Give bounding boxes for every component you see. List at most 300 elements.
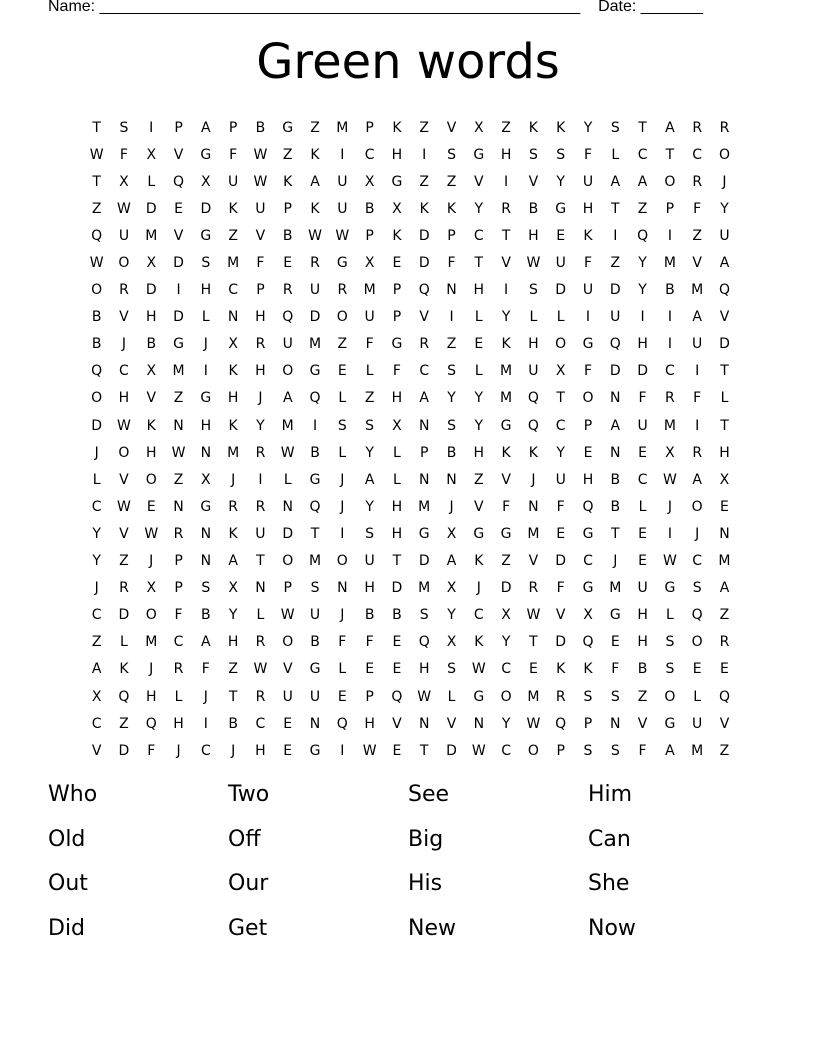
- grid-cell: E: [720, 498, 729, 515]
- grid-cell: A: [665, 119, 675, 136]
- grid-cell: U: [719, 227, 730, 244]
- grid-cell: S: [310, 580, 320, 597]
- grid-cell: R: [255, 688, 266, 705]
- grid-cell: F: [392, 363, 401, 380]
- grid-cell: C: [200, 742, 211, 759]
- grid-cell: Z: [364, 390, 375, 407]
- grid-cell: Y: [474, 200, 484, 217]
- grid-cell: W: [662, 553, 677, 570]
- grid-cell: I: [667, 309, 672, 326]
- grid-cell: X: [228, 336, 238, 353]
- grid-cell: L: [120, 634, 128, 651]
- grid-cell: L: [693, 688, 702, 705]
- grid-cell: K: [228, 363, 238, 380]
- grid-cell: W: [471, 742, 486, 759]
- grid-cell: U: [282, 688, 293, 705]
- grid-cell: H: [227, 390, 239, 407]
- grid-cell: O: [282, 634, 294, 651]
- grid-cell: H: [637, 607, 648, 624]
- grid-cell: D: [118, 607, 130, 624]
- grid-cell: S: [665, 634, 675, 651]
- grid-cell: Z: [419, 173, 429, 190]
- grid-cell: K: [392, 227, 402, 244]
- grid-cell: Y: [365, 498, 374, 515]
- grid-cell: C: [501, 742, 511, 759]
- grid-cell: F: [338, 634, 347, 651]
- grid-cell: X: [119, 173, 129, 190]
- grid-cell: S: [692, 580, 702, 597]
- grid-cell: I: [504, 282, 509, 299]
- grid-cell: G: [309, 471, 321, 488]
- grid-cell: I: [667, 525, 672, 542]
- grid-cell: T: [228, 688, 238, 705]
- grid-cell: M: [227, 255, 240, 272]
- grid-cell: R: [692, 444, 703, 461]
- grid-cell: M: [172, 363, 185, 380]
- grid-cell: X: [446, 525, 457, 542]
- grid-cell: M: [145, 634, 158, 651]
- grid-cell: B: [637, 661, 648, 678]
- grid-cell: V: [173, 146, 184, 163]
- grid-cell: P: [365, 688, 374, 705]
- date-label: Date: _______: [598, 0, 704, 15]
- grid-cell: D: [637, 363, 648, 380]
- grid-cell: Q: [609, 336, 621, 353]
- grid-cell: J: [94, 444, 99, 461]
- grid-cell: T: [638, 119, 647, 136]
- grid-cell: W: [335, 227, 350, 244]
- grid-cell: M: [527, 688, 540, 705]
- grid-cell: Q: [391, 688, 403, 705]
- grid-cell: P: [392, 282, 402, 299]
- grid-cell: J: [231, 742, 236, 759]
- grid-cell: E: [283, 255, 293, 272]
- grid-cell: K: [528, 119, 538, 136]
- grid-cell: Y: [365, 444, 374, 461]
- grid-cell: E: [610, 634, 620, 651]
- grid-cell: M: [527, 525, 540, 542]
- grid-cell: L: [338, 390, 347, 407]
- grid-cell: E: [692, 661, 702, 678]
- grid-cell: S: [201, 580, 211, 597]
- grid-cell: E: [638, 525, 648, 542]
- grid-cell: U: [555, 255, 566, 272]
- grid-cell: F: [147, 742, 156, 759]
- grid-cell: O: [282, 363, 294, 380]
- grid-cell: L: [529, 309, 538, 326]
- grid-cell: G: [473, 525, 485, 542]
- grid-cell: Y: [256, 417, 265, 434]
- grid-cell: E: [392, 661, 402, 678]
- grid-cell: N: [418, 715, 430, 732]
- grid-cell: Z: [310, 119, 320, 136]
- grid-cell: S: [528, 146, 538, 163]
- grid-cell: Y: [447, 607, 456, 624]
- grid-cell: Z: [419, 119, 429, 136]
- grid-cell: F: [174, 607, 183, 624]
- grid-cell: Q: [173, 173, 185, 190]
- grid-cell: K: [474, 634, 484, 651]
- grid-cell: Y: [474, 390, 484, 407]
- grid-cell: Z: [119, 553, 129, 570]
- grid-cell: F: [556, 498, 565, 515]
- grid-cell: G: [473, 688, 485, 705]
- grid-cell: G: [582, 336, 594, 353]
- grid-cell: O: [582, 390, 594, 407]
- grid-cell: U: [118, 227, 130, 244]
- grid-cell: G: [309, 661, 321, 678]
- grid-cell: G: [609, 607, 621, 624]
- grid-cell: S: [447, 661, 456, 678]
- grid-cell: Q: [145, 715, 157, 732]
- grid-cell: T: [92, 173, 101, 190]
- grid-cell: Y: [501, 309, 511, 326]
- grid-cell: M: [663, 255, 676, 272]
- grid-cell: L: [365, 363, 374, 380]
- grid-cell: S: [610, 119, 620, 136]
- grid-cell: B: [392, 607, 402, 624]
- grid-cell: B: [364, 200, 375, 217]
- grid-cell: M: [609, 580, 622, 597]
- grid-cell: X: [446, 580, 457, 597]
- word-list-item: Off: [228, 826, 261, 852]
- grid-cell: N: [446, 471, 457, 488]
- grid-cell: C: [91, 715, 102, 732]
- grid-cell: K: [528, 444, 538, 461]
- grid-cell: G: [664, 715, 676, 732]
- grid-cell: I: [640, 309, 645, 326]
- grid-cell: H: [528, 227, 539, 244]
- grid-cell: R: [528, 580, 539, 597]
- grid-cell: X: [201, 471, 211, 488]
- grid-cell: B: [610, 498, 621, 515]
- grid-cell: A: [201, 634, 211, 651]
- grid-cell: P: [174, 553, 183, 570]
- grid-cell: V: [119, 471, 129, 488]
- grid-cell: D: [609, 363, 621, 380]
- grid-cell: K: [228, 417, 238, 434]
- grid-cell: J: [149, 661, 154, 678]
- grid-cell: I: [340, 742, 345, 759]
- grid-cell: L: [147, 173, 156, 190]
- grid-cell: Z: [501, 119, 511, 136]
- grid-cell: H: [582, 471, 594, 488]
- grid-cell: I: [613, 227, 618, 244]
- grid-cell: N: [719, 525, 730, 542]
- word-list-item: Two: [228, 782, 270, 807]
- word-list: [48, 775, 768, 953]
- grid-cell: P: [283, 580, 292, 597]
- grid-cell: E: [283, 715, 293, 732]
- grid-cell: V: [474, 173, 484, 190]
- word-list-item: Him: [588, 782, 633, 807]
- grid-cell: U: [692, 336, 703, 353]
- word-list-item: Get: [228, 915, 268, 941]
- grid-cell: A: [692, 309, 702, 326]
- grid-cell: O: [145, 607, 157, 624]
- grid-cell: R: [228, 498, 238, 515]
- grid-cell: L: [338, 444, 347, 461]
- grid-cell: B: [282, 227, 293, 244]
- grid-cell: X: [364, 255, 375, 272]
- word-list-item: See: [408, 782, 450, 807]
- grid-cell: L: [201, 309, 210, 326]
- grid-cell: F: [365, 634, 374, 651]
- grid-cell: O: [555, 336, 567, 353]
- grid-cell: W: [280, 607, 295, 624]
- grid-cell: R: [692, 173, 703, 190]
- grid-cell: Z: [119, 715, 129, 732]
- grid-cell: Q: [309, 498, 321, 515]
- grid-cell: H: [637, 634, 648, 651]
- grid-cell: H: [391, 146, 403, 163]
- grid-cell: D: [418, 255, 430, 272]
- grid-cell: Y: [474, 417, 484, 434]
- grid-cell: G: [309, 742, 321, 759]
- word-list-item: Can: [588, 826, 631, 852]
- grid-cell: M: [336, 119, 349, 136]
- grid-cell: W: [362, 742, 377, 759]
- word-list-item: Now: [588, 915, 636, 941]
- word-list-item: She: [588, 871, 630, 896]
- grid-cell: W: [117, 200, 131, 217]
- grid-cell: Z: [446, 336, 457, 353]
- grid-cell: K: [474, 553, 484, 570]
- grid-cell: G: [391, 336, 403, 353]
- grid-cell: L: [638, 498, 647, 515]
- grid-cell: M: [500, 363, 513, 380]
- grid-cell: S: [583, 688, 593, 705]
- grid-cell: D: [446, 742, 457, 759]
- grid-cell: W: [144, 525, 159, 542]
- grid-cell: H: [391, 390, 403, 407]
- grid-cell: T: [720, 363, 729, 380]
- grid-cell: T: [529, 634, 538, 651]
- grid-cell: C: [637, 146, 648, 163]
- grid-cell: X: [392, 417, 402, 434]
- grid-cell: J: [449, 498, 454, 515]
- grid-cell: N: [446, 282, 457, 299]
- grid-cell: R: [665, 390, 675, 407]
- grid-cell: J: [695, 525, 700, 542]
- grid-cell: F: [583, 255, 593, 272]
- grid-cell: L: [393, 471, 401, 488]
- grid-cell: Q: [582, 498, 594, 515]
- name-label: Name: ______________________________________________________: [48, 0, 581, 15]
- grid-cell: Y: [501, 715, 511, 732]
- grid-cell: Q: [718, 688, 730, 705]
- grid-cell: E: [146, 498, 156, 515]
- grid-cell: J: [613, 553, 618, 570]
- grid-cell: K: [556, 119, 566, 136]
- grid-cell: H: [200, 282, 212, 299]
- grid-cell: P: [283, 200, 292, 217]
- grid-cell: Z: [91, 200, 102, 217]
- grid-cell: T: [474, 255, 484, 272]
- grid-cell: V: [501, 255, 511, 272]
- grid-cell: R: [692, 119, 703, 136]
- grid-cell: H: [255, 742, 266, 759]
- grid-cell: W: [526, 255, 541, 272]
- grid-cell: E: [392, 634, 402, 651]
- grid-cell: Z: [173, 471, 184, 488]
- grid-cell: Z: [719, 742, 730, 759]
- grid-cell: C: [255, 715, 266, 732]
- grid-cell: A: [665, 742, 675, 759]
- grid-cell: T: [611, 525, 620, 542]
- grid-cell: Q: [309, 390, 321, 407]
- grid-cell: I: [695, 363, 700, 380]
- grid-cell: H: [637, 336, 648, 353]
- grid-cell: T: [501, 227, 511, 244]
- grid-cell: E: [365, 661, 375, 678]
- grid-cell: V: [255, 227, 266, 244]
- grid-cell: X: [474, 119, 484, 136]
- grid-cell: M: [363, 282, 376, 299]
- grid-cell: F: [256, 255, 265, 272]
- grid-cell: G: [555, 200, 567, 217]
- grid-cell: N: [610, 715, 621, 732]
- grid-cell: B: [146, 336, 157, 353]
- grid-cell: H: [528, 336, 539, 353]
- grid-cell: S: [119, 119, 129, 136]
- grid-cell: G: [282, 119, 294, 136]
- grid-cell: C: [91, 607, 102, 624]
- grid-cell: K: [583, 661, 593, 678]
- grid-cell: E: [337, 688, 347, 705]
- grid-cell: M: [500, 390, 513, 407]
- grid-cell: D: [555, 634, 567, 651]
- grid-cell: B: [255, 119, 266, 136]
- grid-cell: N: [610, 444, 621, 461]
- grid-cell: D: [418, 553, 430, 570]
- grid-cell: W: [471, 661, 486, 678]
- grid-cell: D: [282, 525, 294, 542]
- grid-cell: N: [309, 715, 321, 732]
- grid-cell: X: [146, 146, 157, 163]
- grid-cell: I: [585, 309, 591, 326]
- grid-cell: V: [637, 715, 648, 732]
- grid-cell: R: [337, 282, 348, 299]
- grid-cell: O: [91, 390, 103, 407]
- grid-cell: H: [255, 309, 266, 326]
- grid-cell: N: [173, 417, 184, 434]
- grid-cell: H: [391, 525, 403, 542]
- word-list-item: Old: [48, 826, 86, 852]
- grid-cell: C: [637, 471, 648, 488]
- grid-cell: E: [474, 336, 484, 353]
- grid-cell: I: [258, 471, 263, 488]
- grid-cell: S: [365, 525, 375, 542]
- grid-cell: F: [365, 336, 374, 353]
- grid-cell: U: [255, 200, 266, 217]
- grid-cell: H: [473, 282, 485, 299]
- grid-cell: K: [146, 417, 156, 434]
- grid-cell: V: [692, 255, 702, 272]
- grid-cell: E: [283, 742, 293, 759]
- grid-cell: Y: [92, 553, 101, 570]
- grid-cell: T: [611, 200, 620, 217]
- grid-cell: B: [310, 444, 320, 461]
- grid-cell: Y: [638, 282, 647, 299]
- grid-cell: P: [174, 119, 183, 136]
- grid-cell: D: [418, 227, 430, 244]
- grid-cell: P: [256, 282, 265, 299]
- grid-cell: B: [91, 336, 102, 353]
- grid-cell: H: [391, 498, 403, 515]
- grid-cell: S: [365, 417, 375, 434]
- grid-cell: D: [173, 255, 184, 272]
- grid-cell: L: [92, 471, 101, 488]
- grid-cell: T: [256, 553, 265, 570]
- grid-cell: U: [364, 309, 375, 326]
- grid-cell: E: [556, 525, 566, 542]
- grid-cell: B: [310, 634, 320, 651]
- grid-cell: S: [528, 282, 538, 299]
- grid-cell: I: [176, 282, 181, 299]
- grid-cell: V: [719, 309, 730, 326]
- grid-cell: I: [695, 417, 700, 434]
- grid-cell: J: [258, 390, 263, 407]
- grid-cell: W: [117, 498, 131, 515]
- grid-cell: H: [145, 309, 157, 326]
- grid-cell: R: [719, 634, 730, 651]
- grid-cell: D: [609, 282, 621, 299]
- grid-cell: A: [692, 471, 702, 488]
- grid-cell: X: [364, 173, 375, 190]
- grid-cell: J: [94, 580, 99, 597]
- grid-cell: O: [336, 309, 348, 326]
- grid-cell: N: [610, 390, 621, 407]
- grid-cell: I: [667, 227, 672, 244]
- grid-cell: W: [417, 688, 432, 705]
- grid-cell: A: [610, 417, 621, 434]
- grid-cell: J: [231, 471, 236, 488]
- grid-cell: I: [667, 336, 672, 353]
- grid-cell: K: [119, 661, 129, 678]
- grid-cell: U: [255, 525, 266, 542]
- grid-cell: H: [582, 200, 594, 217]
- grid-cell: Y: [228, 607, 238, 624]
- grid-cell: S: [447, 363, 456, 380]
- grid-cell: I: [312, 417, 318, 434]
- grid-cell: G: [664, 580, 676, 597]
- grid-cell: P: [365, 119, 374, 136]
- grid-cell: E: [720, 661, 729, 678]
- grid-cell: U: [555, 471, 566, 488]
- grid-cell: O: [718, 146, 730, 163]
- grid-cell: Z: [282, 146, 293, 163]
- grid-cell: R: [173, 525, 184, 542]
- grid-cell: H: [364, 580, 375, 597]
- grid-cell: U: [528, 363, 539, 380]
- grid-cell: B: [610, 471, 621, 488]
- grid-cell: F: [201, 661, 210, 678]
- grid-cell: N: [200, 525, 212, 542]
- grid-cell: D: [118, 742, 130, 759]
- grid-cell: W: [89, 146, 104, 163]
- grid-cell: O: [118, 444, 130, 461]
- grid-cell: W: [526, 715, 541, 732]
- grid-cell: V: [555, 607, 566, 624]
- grid-cell: X: [665, 444, 675, 461]
- grid-cell: A: [446, 553, 457, 570]
- grid-cell: M: [308, 336, 322, 353]
- grid-cell: G: [336, 255, 348, 272]
- grid-cell: K: [419, 200, 429, 217]
- grid-cell: J: [667, 498, 672, 515]
- grid-cell: A: [201, 119, 211, 136]
